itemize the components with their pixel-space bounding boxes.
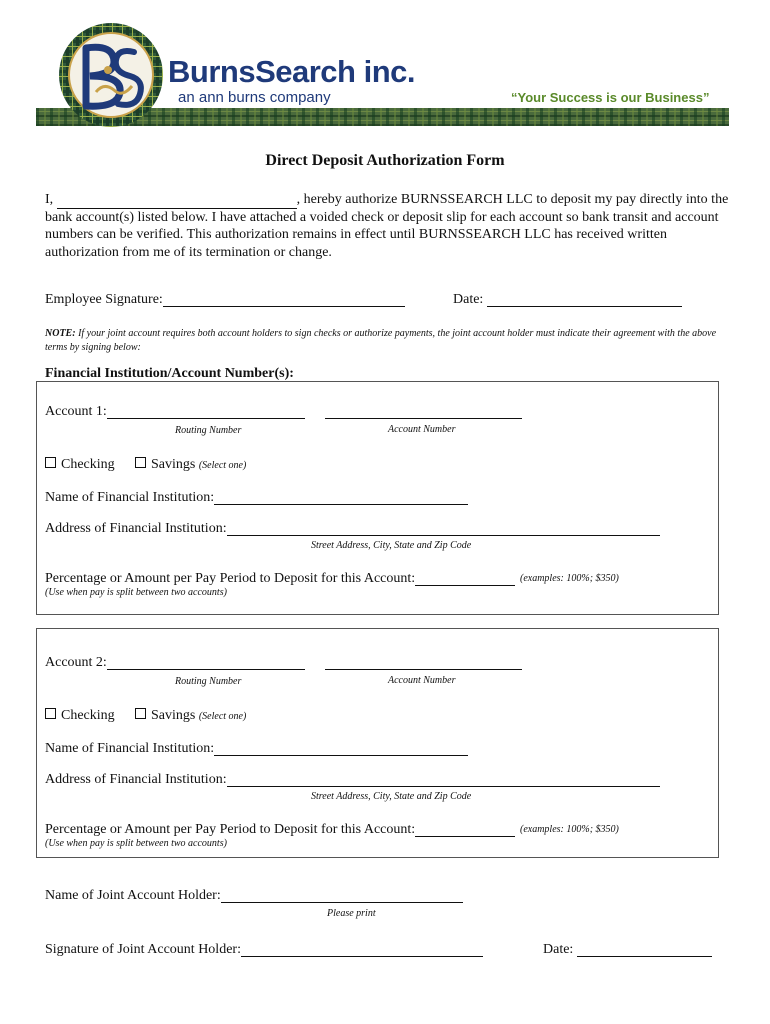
note-text: If your joint account requires both account holders to sign checks or authorize payments, the joint account holder must indicate their agreement with the above terms by signing below:: [45, 328, 717, 353]
account-2-savings-checkbox[interactable]: [135, 708, 146, 719]
authorization-paragraph: [45, 191, 735, 261]
account-2-address-caption: Street Address, City, State and Zip Code: [311, 791, 472, 802]
account-2-row: [45, 655, 305, 670]
account-2-number-caption: Account Number: [388, 675, 456, 686]
account-1-institution-name-row: [45, 490, 468, 505]
account-2-checking-option[interactable]: [45, 708, 115, 723]
account-2-percentage-field[interactable]: [415, 822, 515, 837]
account-1-number-caption: Account Number: [388, 424, 456, 435]
account-1-routing-caption: Routing Number: [175, 425, 242, 436]
account-1-row: [45, 404, 305, 419]
account-1-savings-option[interactable]: [135, 457, 246, 472]
account-2-institution-address-row: [45, 772, 660, 787]
account-2-institution-name-label: Name of Financial Institution:: [45, 741, 215, 756]
account-2-percentage-row: [45, 822, 515, 837]
account-1-checking-label: Checking: [61, 457, 115, 472]
account-1-percentage-row: [45, 571, 515, 586]
section-heading: [45, 367, 294, 381]
employee-date-row: [453, 292, 682, 307]
form-title: Direct Deposit Authorization Form: [265, 152, 505, 169]
note-prefix: NOTE:: [45, 328, 76, 339]
account-2-number-field[interactable]: [325, 655, 522, 670]
section-heading-text: Financial Institution/Account Number(s):: [45, 366, 294, 381]
joint-date-row: [543, 942, 712, 957]
brand-subtitle: an ann burns company: [178, 89, 331, 106]
joint-name-label: Name of Joint Account Holder:: [45, 888, 221, 903]
account-2-checking-label: Checking: [61, 708, 115, 723]
joint-signature-label: Signature of Joint Account Holder:: [45, 942, 241, 957]
account-2-routing-field[interactable]: [107, 655, 305, 670]
company-logo: [56, 20, 166, 130]
account-2-routing-caption: Routing Number: [175, 676, 242, 687]
account-2-savings-option[interactable]: [135, 708, 246, 723]
account-1-institution-address-row: [45, 521, 660, 536]
account-2-split-note: (Use when pay is split between two accounts): [45, 838, 227, 849]
employee-signature-field[interactable]: [163, 292, 405, 307]
account-1-savings-label: Savings: [151, 457, 196, 472]
account-2-select-one: (Select one): [198, 711, 247, 722]
employee-name-field[interactable]: [57, 194, 297, 209]
account-2-savings-label: Savings: [151, 708, 196, 723]
joint-name-field[interactable]: [221, 888, 463, 903]
joint-signature-row: [45, 942, 483, 957]
account-2-label: Account 2:: [45, 655, 107, 670]
account-2-checking-checkbox[interactable]: [45, 708, 56, 719]
account-1-examples: (examples: 100%; $350): [520, 573, 619, 584]
account-1-percentage-field[interactable]: [415, 571, 515, 586]
account-2-institution-name-row: [45, 741, 468, 756]
joint-account-note: [45, 327, 735, 355]
joint-name-row: [45, 888, 463, 903]
account-1-institution-name-field[interactable]: [214, 490, 468, 505]
logo-emblem-icon: [56, 20, 166, 130]
joint-date-label: Date:: [543, 942, 577, 957]
employee-date-label: Date:: [453, 292, 487, 307]
account-1-savings-checkbox[interactable]: [135, 457, 146, 468]
intro-prefix: I,: [45, 192, 57, 207]
account-1-select-one: (Select one): [198, 460, 247, 471]
joint-signature-field[interactable]: [241, 942, 483, 957]
account-1-routing-field[interactable]: [107, 404, 305, 419]
account-2-institution-address-field[interactable]: [227, 772, 660, 787]
joint-date-field[interactable]: [577, 942, 712, 957]
account-1-split-note: (Use when pay is split between two accounts): [45, 587, 227, 598]
employee-date-field[interactable]: [487, 292, 682, 307]
account-2-percentage-label: Percentage or Amount per Pay Period to Deposit for this Account:: [45, 822, 416, 837]
employee-signature-row: [45, 292, 405, 307]
account-1-institution-name-label: Name of Financial Institution:: [45, 490, 215, 505]
account-1-percentage-label: Percentage or Amount per Pay Period to Deposit for this Account:: [45, 571, 416, 586]
employee-signature-label: Employee Signature:: [45, 292, 163, 307]
brand-tagline: “Your Success is our Business”: [511, 90, 710, 105]
please-print-caption: Please print: [327, 908, 376, 919]
account-1-institution-address-field[interactable]: [227, 521, 660, 536]
account-1-checking-checkbox[interactable]: [45, 457, 56, 468]
account-2-examples: (examples: 100%; $350): [520, 824, 619, 835]
account-1-label: Account 1:: [45, 404, 107, 419]
intro-text: , hereby authorize BURNSSEARCH LLC to deposit my pay directly into the bank account(s) listed below. I have attached a voided check or deposit slip for each account so bank transit and account numbers can be verified. This authorization remains in effect until BURNSSEARCH LLC has received written authorization from me of its termination or change.: [45, 192, 729, 260]
account-1-number-field[interactable]: [325, 404, 522, 419]
account-1-address-caption: Street Address, City, State and Zip Code: [311, 540, 472, 551]
account-1-institution-address-label: Address of Financial Institution:: [45, 521, 227, 536]
account-2-institution-name-field[interactable]: [214, 741, 468, 756]
account-1-checking-option[interactable]: [45, 457, 115, 472]
account-2-institution-address-label: Address of Financial Institution:: [45, 772, 227, 787]
brand-name: BurnsSearch inc.: [168, 54, 415, 89]
